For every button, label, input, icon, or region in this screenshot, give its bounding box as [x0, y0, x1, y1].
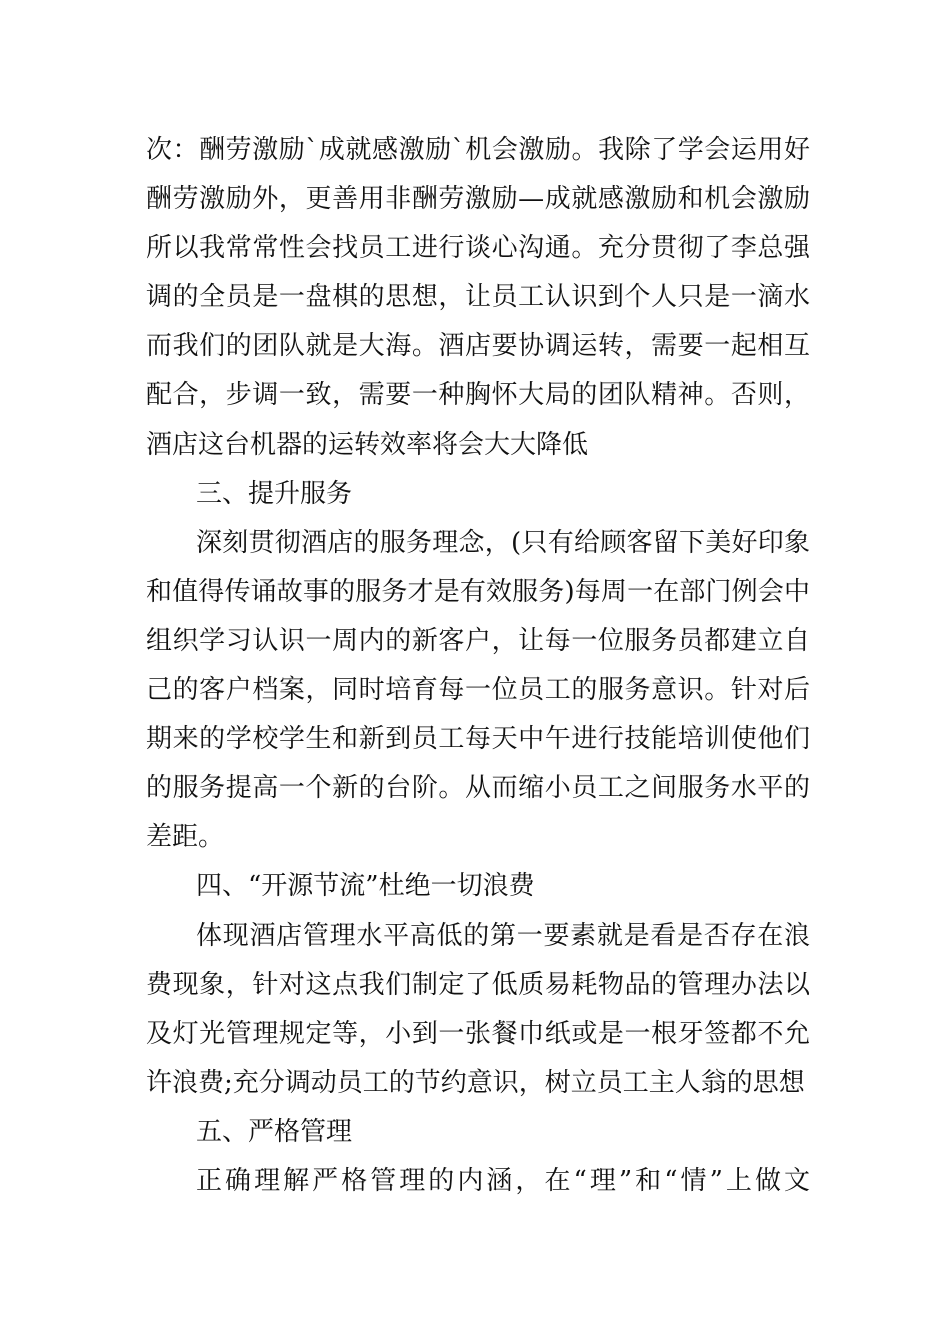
text-line-2: 酬劳激励外，更善用非酬劳激励—成就感激励和机会激励	[146, 184, 810, 215]
text-line-5: 而我们的团队就是大海。酒店要协调运转，需要一起相互	[146, 331, 810, 362]
section-heading-4: 四、“开源节流”杜绝一切浪费	[196, 871, 535, 902]
text-line-6: 配合，步调一致，需要一种胸怀大局的团队精神。否则，	[146, 380, 810, 411]
text-line-17: 体现酒店管理水平高低的第一要素就是看是否存在浪	[196, 920, 810, 951]
text-line-4: 调的全员是一盘棋的思想，让员工认识到个人只是一滴水	[146, 282, 810, 313]
text-line-3: 所以我常常性会找员工进行谈心沟通。充分贯彻了李总强	[146, 233, 810, 264]
section-heading-5: 五、严格管理	[196, 1116, 353, 1147]
text-line-7: 酒店这台机器的运转效率将会大大降低	[146, 429, 589, 460]
text-line-22: 正确理解严格管理的内涵，在“理”和“情”上做文	[196, 1165, 810, 1196]
text-line-13: 期来的学校学生和新到员工每天中午进行技能培训使他们	[146, 724, 810, 755]
text-line-9: 深刻贯彻酒店的服务理念，(只有给顾客留下美好印象	[196, 527, 810, 558]
document-body	[146, 126, 810, 1206]
text-line-12: 己的客户档案，同时培育每一位员工的服务意识。针对后	[146, 675, 810, 706]
text-line-14: 的服务提高一个新的台阶。从而缩小员工之间服务水平的	[146, 773, 810, 804]
text-line-18: 费现象，针对这点我们制定了低质易耗物品的管理办法以	[146, 969, 810, 1000]
text-line-15: 差距。	[146, 822, 225, 853]
text-line-19: 及灯光管理规定等，小到一张餐巾纸或是一根牙签都不允	[146, 1018, 810, 1049]
text-line-11: 组织学习认识一周内的新客户，让每一位服务员都建立自	[146, 625, 810, 656]
text-line-20: 许浪费;充分调动员工的节约意识，树立员工主人翁的思想	[146, 1067, 805, 1098]
section-heading-3: 三、提升服务	[196, 478, 353, 509]
text-line-1: 次：酬劳激励`成就感激励`机会激励。我除了学会运用好	[146, 135, 810, 165]
text-line-10: 和值得传诵故事的服务才是有效服务)每周一在部门例会中	[146, 576, 810, 607]
